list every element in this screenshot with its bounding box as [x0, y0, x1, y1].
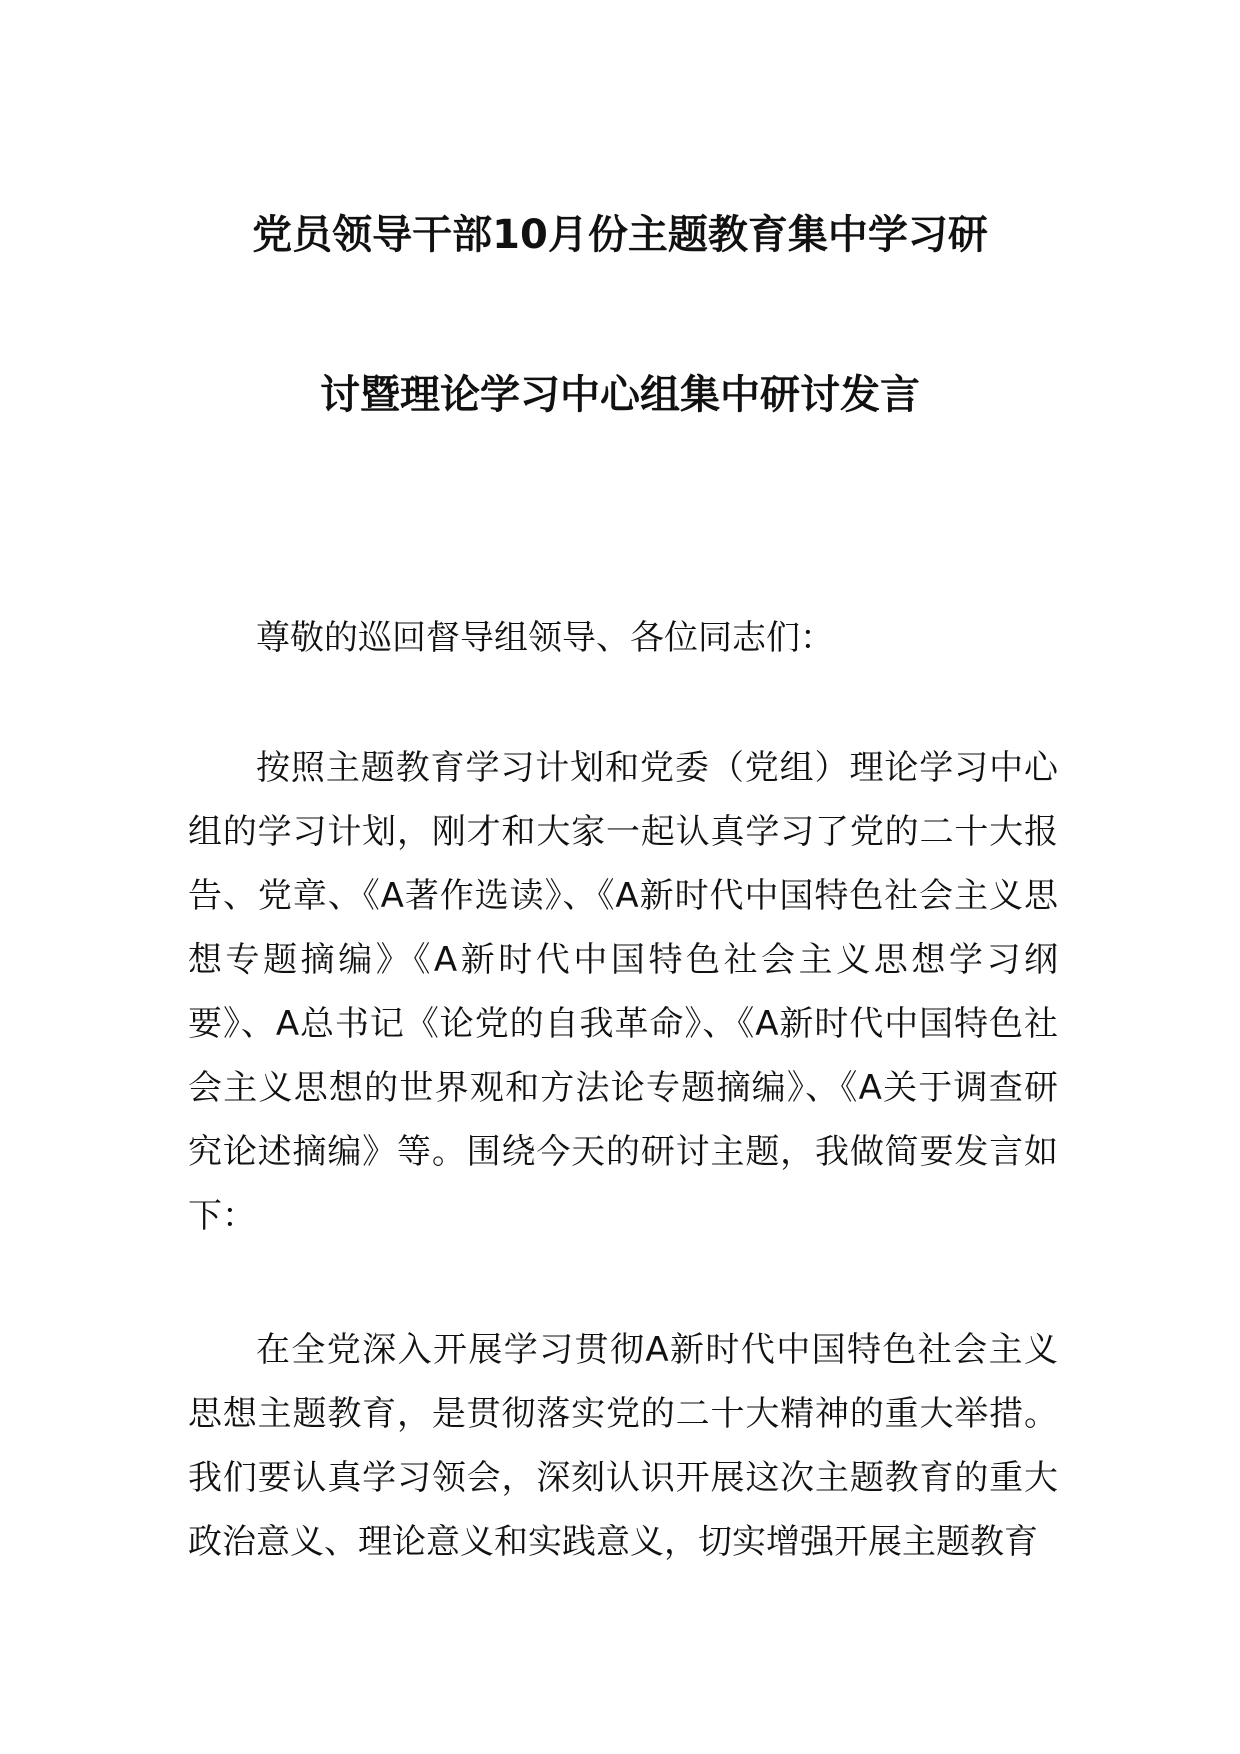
paragraph-text: 按照主题教育学习计划和党委（党组）理论学习中心组的学习计划，刚才和大家一起认真学习了党的二十大报告、党章、《A著作选读》、《A新时代中国特色社会主义思想专题摘编》《A新时代中国特色社会主义思想学习纲要》、A总书记《论党的自我革命》、《A新时代中国特色社会主义思想的世界观和方法论专题摘编》、《A关于调查研究论述摘编》等。围绕今天的研讨主题，我做简要发言如下：: [188, 748, 1058, 1236]
body-paragraph-1: [188, 736, 1058, 1248]
body-paragraph-2: [188, 1318, 1058, 1574]
salutation: 尊敬的巡回督导组领导、各位同志们：: [256, 618, 834, 658]
document-title-line-2: 讨暨理论学习中心组集中研讨发言: [320, 372, 920, 418]
document-title-line-1: 党员领导干部10月份主题教育集中学习研: [252, 212, 988, 258]
paragraph-text: 在全党深入开展学习贯彻A新时代中国特色社会主义思想主题教育，是贯彻落实党的二十大精神的重大举措。我们要认真学习领会，深刻认识开展这次主题教育的重大政治意义、理论意义和实践意义，切实增强开展主题教育: [188, 1330, 1058, 1562]
